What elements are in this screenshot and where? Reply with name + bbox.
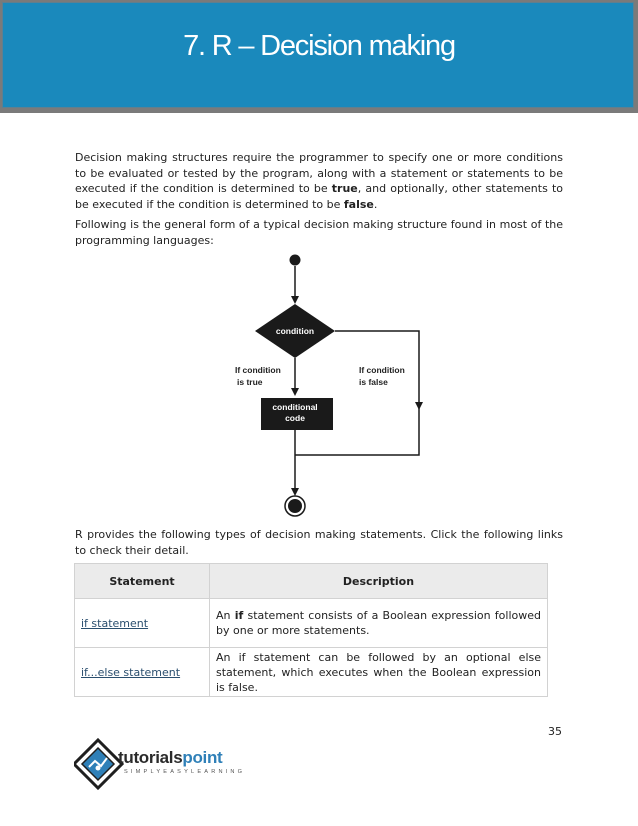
desc-text-post: statement consists of a Boolean expression followed by one or more statements. — [216, 609, 541, 637]
brand-name-part-2: point — [182, 748, 223, 767]
chapter-title: 7. R – Decision making — [183, 30, 455, 62]
description-cell: An if statement can be followed by an optional else statement, which executes when the Boolean expression is false. — [210, 648, 548, 697]
table-row — [75, 648, 548, 697]
end-node — [288, 499, 302, 513]
start-node — [290, 255, 301, 266]
header-statement: Statement — [75, 564, 210, 599]
statement-cell — [75, 648, 210, 697]
if-false-label-1: If condition — [359, 365, 405, 375]
types-paragraph: R provides the following types of decision making statements. Click the following links to check their detail. — [75, 528, 563, 557]
if-true-label-1: If condition — [235, 365, 281, 375]
statement-cell — [75, 599, 210, 648]
description-cell — [210, 599, 548, 648]
intro-text-2: , and optionally, other statements to be executed if the condition is determined to be — [75, 182, 563, 211]
desc-if-keyword: if — [234, 609, 244, 622]
condition-label: condition — [275, 326, 315, 336]
intro-text-1: Decision making structures require the programmer to specify one or more conditions to be evaluated or tested by the program, along with a statement or statements to be executed if the condition is determined to be — [75, 151, 563, 195]
brand-name-part-1: tutorials — [118, 748, 183, 767]
code-label-1: conditional — [272, 402, 318, 412]
general-form-paragraph: Following is the general form of a typical decision making structure found in most of the programming languages: — [75, 218, 563, 247]
table-row — [75, 599, 548, 648]
if-true-label-2: is true — [237, 377, 263, 387]
desc-text-pre: An — [216, 609, 235, 622]
brand-tagline: SIMPLYEASYLEARNING — [124, 769, 246, 775]
brand-name — [118, 748, 222, 768]
if-statement-link[interactable]: if statement — [81, 616, 149, 630]
intro-false-word: false — [343, 197, 374, 211]
decision-flowchart — [225, 250, 425, 520]
code-label-2: code — [285, 413, 305, 423]
page-number: 35 — [548, 725, 562, 738]
if-false-label-2: is false — [359, 377, 388, 387]
intro-text-3: . — [373, 197, 378, 211]
if-else-statement-link[interactable]: if...else statement — [81, 665, 181, 679]
header-description: Description — [210, 564, 548, 599]
table-header-row — [75, 564, 548, 599]
statements-table — [74, 563, 548, 697]
intro-paragraph — [75, 150, 563, 212]
intro-true-word: true — [331, 182, 358, 195]
